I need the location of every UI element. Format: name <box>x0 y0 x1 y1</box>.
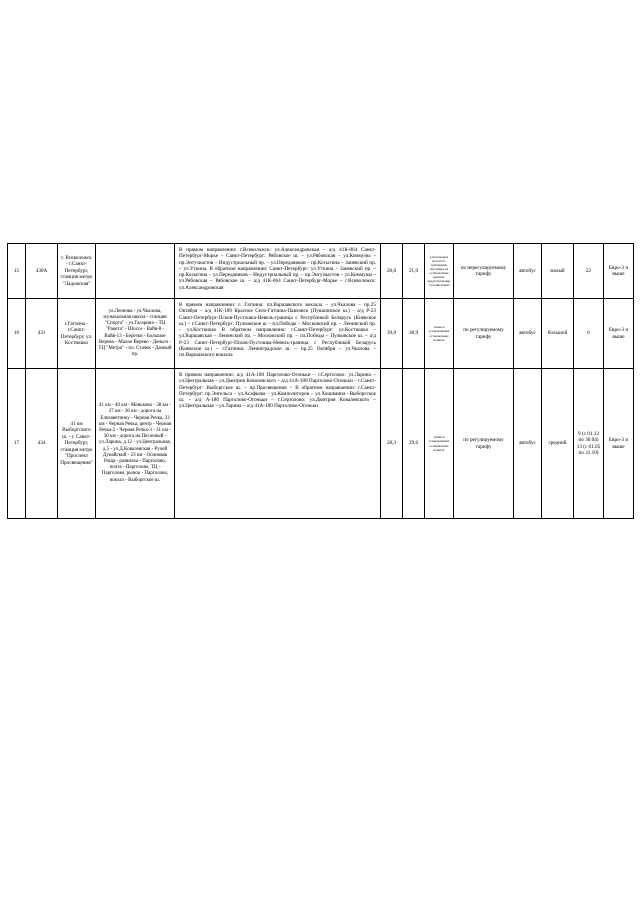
row-number: 15 <box>8 244 26 299</box>
eco-class: Евро-3 и выше <box>604 369 634 519</box>
distance-back: 21,0 <box>403 244 425 299</box>
route-path: В прямом направлении: г. Гатчина: пл.Варшавского вокзала – ул.Чкалова – пр.25 Октября – а/д 41К-109 Красное Село-Гатчина-Павловск (Пушкинское ш.) – а/д Р-23 Санкт-Петербург-Псков-Пустошка-Невель-граница с Республикой Беларусь (Киевское ш.) – г.Санкт-Петербург: Пулковское ш – пл.Победы – Московский пр. – Ленинский пр. – ул.Костюшко В обратном направлении: г.Санкт-Петербург: ул.Костюшко – ул.Варшавская – Ленинский пр. – Московский пр. – пл.Победы – Пулковское ш. – а/д Р-23 Санкт-Петербург-Псков-Пустошка-Невель-граница с Республикой Беларусь (Киевское ш.) – г.Гатчина: Ленинградское ш. – пр.25 Октября – ул.Чкалова – пл.Варшавского вокзала <box>175 299 381 369</box>
route-number: 434 <box>26 369 58 519</box>
eco-class: Евро-3 и выше <box>604 244 634 299</box>
distance-forward: 20,0 <box>381 244 403 299</box>
vehicle-class: большой <box>542 299 574 369</box>
tariff-type: по нерегулируемому тарифу <box>454 244 514 299</box>
distance-back: 29,6 <box>403 369 425 519</box>
landing-procedure: в безопасных местах по требованию пассажира на остановочных пунктах, предусмотренных расписанием <box>425 244 454 299</box>
vehicle-count: 22 <box>574 244 604 299</box>
vehicle-type: автобус <box>514 244 542 299</box>
route-name: г. Всеволожск - г.Санкт-Петербург, станция метро "Ладожская" <box>58 244 96 299</box>
distance-forward: 39,0 <box>381 299 403 369</box>
vehicle-class: средний <box>542 369 574 519</box>
vehicle-type: автобус <box>514 299 542 369</box>
landing-procedure: только в установленных остановочных пунктах <box>425 299 454 369</box>
table-row <box>8 299 634 369</box>
eco-class: Евро-3 и выше <box>604 299 634 369</box>
route-stops <box>96 244 175 299</box>
table-row <box>8 369 634 519</box>
tariff-type: по регулируемому тарифу <box>454 299 514 369</box>
distance-back: 38,9 <box>403 299 425 369</box>
distance-forward: 28,3 <box>381 369 403 519</box>
route-path: В прямом направлении: а/д 41А-180 Парголово-Огоньки – г.Сертолово: ул.Ларина – ул.Центральная – ул.Дмитрия Ковалевского – а/д 41А-180 Парголово-Огоньки – г.Санкт-Петербург: Выборгское ш. – пр.Просвещения – В обратном направлении: г.Санкт-Петербург: пр.Энгельса – ул.Асафьева – ул.Композиторов – ул.Хошимина –Выборгское ш. – а/д А-180 Парголово-Огоньки – г.Сертолово: ул.Дмитрия Ковалевского – ул.Центральная – ул.Ларина – а/д 41А-180 Парголово-Огоньки <box>175 369 381 519</box>
landing-procedure: только в установленных остановочных пунктах <box>425 369 454 519</box>
table-row <box>8 244 634 299</box>
tariff-type: по регулируемому тарифу <box>454 369 514 519</box>
route-stops: 41 км - 40 км - Меньково - 38 км - 37 км - 36 км - дорога на Елизаветинку - Черная Речка, 33 км - Черная Речка, центр - Черная Речка-2 - Черная Речка-3 - 31 км - 30 км - дорога на Песочный - ул.Ларина, д.12 - ул.Центральная, д.5 - ул.Д.Ковалевская - Ручей Дунайский - 23 км - Осиновая Роща - развилка - Парголово, почта - Парголово, ТЦ - Парголово, рынок - Парголово, вокзал - Выборгское ш. <box>96 369 175 519</box>
row-number: 16 <box>8 299 26 369</box>
route-stops: ул.Леонова - ул.Чкалова, музыкальная школа - станция "Спорта" - ул.Гагарина – ТЦ "Ракета" - Шоссе - Вайя-8 - Вайя-13 - Березки - Большое Верево - Малое Верево - Деньги - ТЦ "Метро" - пл. Стачек - Дачный пр. <box>96 299 175 369</box>
vehicle-count: 6 <box>574 299 604 369</box>
route-number: 431 <box>26 299 58 369</box>
route-name: г.Гатчина - г.Санкт-Петербург, ул. Костюшко <box>58 299 96 369</box>
routes-table <box>7 243 634 519</box>
vehicle-count: 9 (с 01.12 по 30.04) 13 (с 01.05 по 31.10) <box>574 369 604 519</box>
vehicle-class: малый <box>542 244 574 299</box>
route-name: 41 км Выборгского ш. - г. Санкт-Петербург, станция метро "Проспект Просвещения" <box>58 369 96 519</box>
row-number: 17 <box>8 369 26 519</box>
vehicle-type: автобус <box>514 369 542 519</box>
route-number: 430А <box>26 244 58 299</box>
route-path: В прямом направлении: г.Всеволожск: ул.Александровская – а/д 41К-064 Санкт-Петербург-Морье – Санкт-Петербург: Рябовское ш. – ул.Рябовская – ул.Коммуны – пр.Энтузиастов – Индустриальный пр. – ул.Передовиков – пр.Косыгина – Заневский пр. – ул.Уткина. В обратном направлении: Санкт-Петербург: ул.Уткина – Заневский пр. – пр.Косыгина – ул.Передовиков – Индустриальный пр. – пр.Энтузиастов – ул.Коммуны – ул.Рябовская – Рябовское ш. – а/д 41К-064 Санкт-Петербург-Морье – г.Всеволожск: ул.Александровская <box>175 244 381 299</box>
